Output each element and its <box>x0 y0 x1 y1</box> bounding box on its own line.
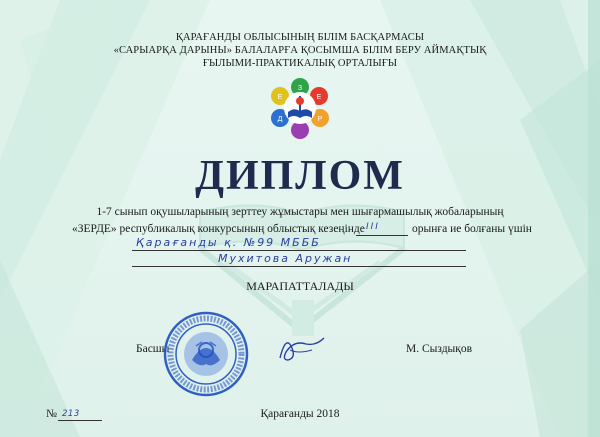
logo-letter: Д <box>277 116 283 123</box>
header-line-2: «САРЫАРҚА ДАРЫНЫ» БАЛАЛАРҒА ҚОСЫМША БІЛІМ БЕРУ АЙМАҚТЫҚ <box>113 45 487 56</box>
director-name: М. Сыздықов <box>406 343 473 355</box>
school-line <box>132 250 466 251</box>
official-stamp-icon <box>162 310 250 398</box>
logo-letter: Е <box>316 94 322 101</box>
student-line <box>132 266 466 267</box>
director-label: Басшы <box>136 343 170 355</box>
number-underline <box>58 420 102 421</box>
number-value: 213 <box>62 409 80 419</box>
logo-letter: Р <box>317 116 323 123</box>
student-handwritten: Мухитова Аружан <box>218 252 353 265</box>
body-line-1: 1-7 сынып оқушыларының зерттеу жұмыстары мен шығармашылық жобаларының <box>96 206 504 218</box>
awarded-text: МАРАПАТТАЛАДЫ <box>246 279 354 293</box>
school-handwritten: Қарағанды қ. №99 МБББ <box>136 236 321 249</box>
zerde-logo-icon <box>262 74 338 142</box>
number-label: № <box>46 408 57 420</box>
place-year: Қарағанды 2018 <box>260 408 340 420</box>
place-underline <box>356 235 408 236</box>
diploma-title: ДИПЛОМ <box>195 153 405 199</box>
place-value: III <box>366 222 380 232</box>
signature-scribble <box>272 330 332 366</box>
header-line-1: ҚАРАҒАНДЫ ОБЛЫСЫНЫҢ БІЛІМ БАСҚАРМАСЫ <box>175 32 425 43</box>
body-line-2-prefix: «ЗЕРДЕ» республикалық конкурсының облыстық кезеңінде <box>72 223 365 235</box>
logo-letter: З <box>297 85 303 92</box>
logo-letter: Е <box>277 94 283 101</box>
body-line-2-suffix: орынға ие болғаны үшін <box>412 223 532 235</box>
header-line-3: ҒЫЛЫМИ-ПРАКТИКАЛЫҚ ОРТАЛЫҒЫ <box>202 58 398 69</box>
